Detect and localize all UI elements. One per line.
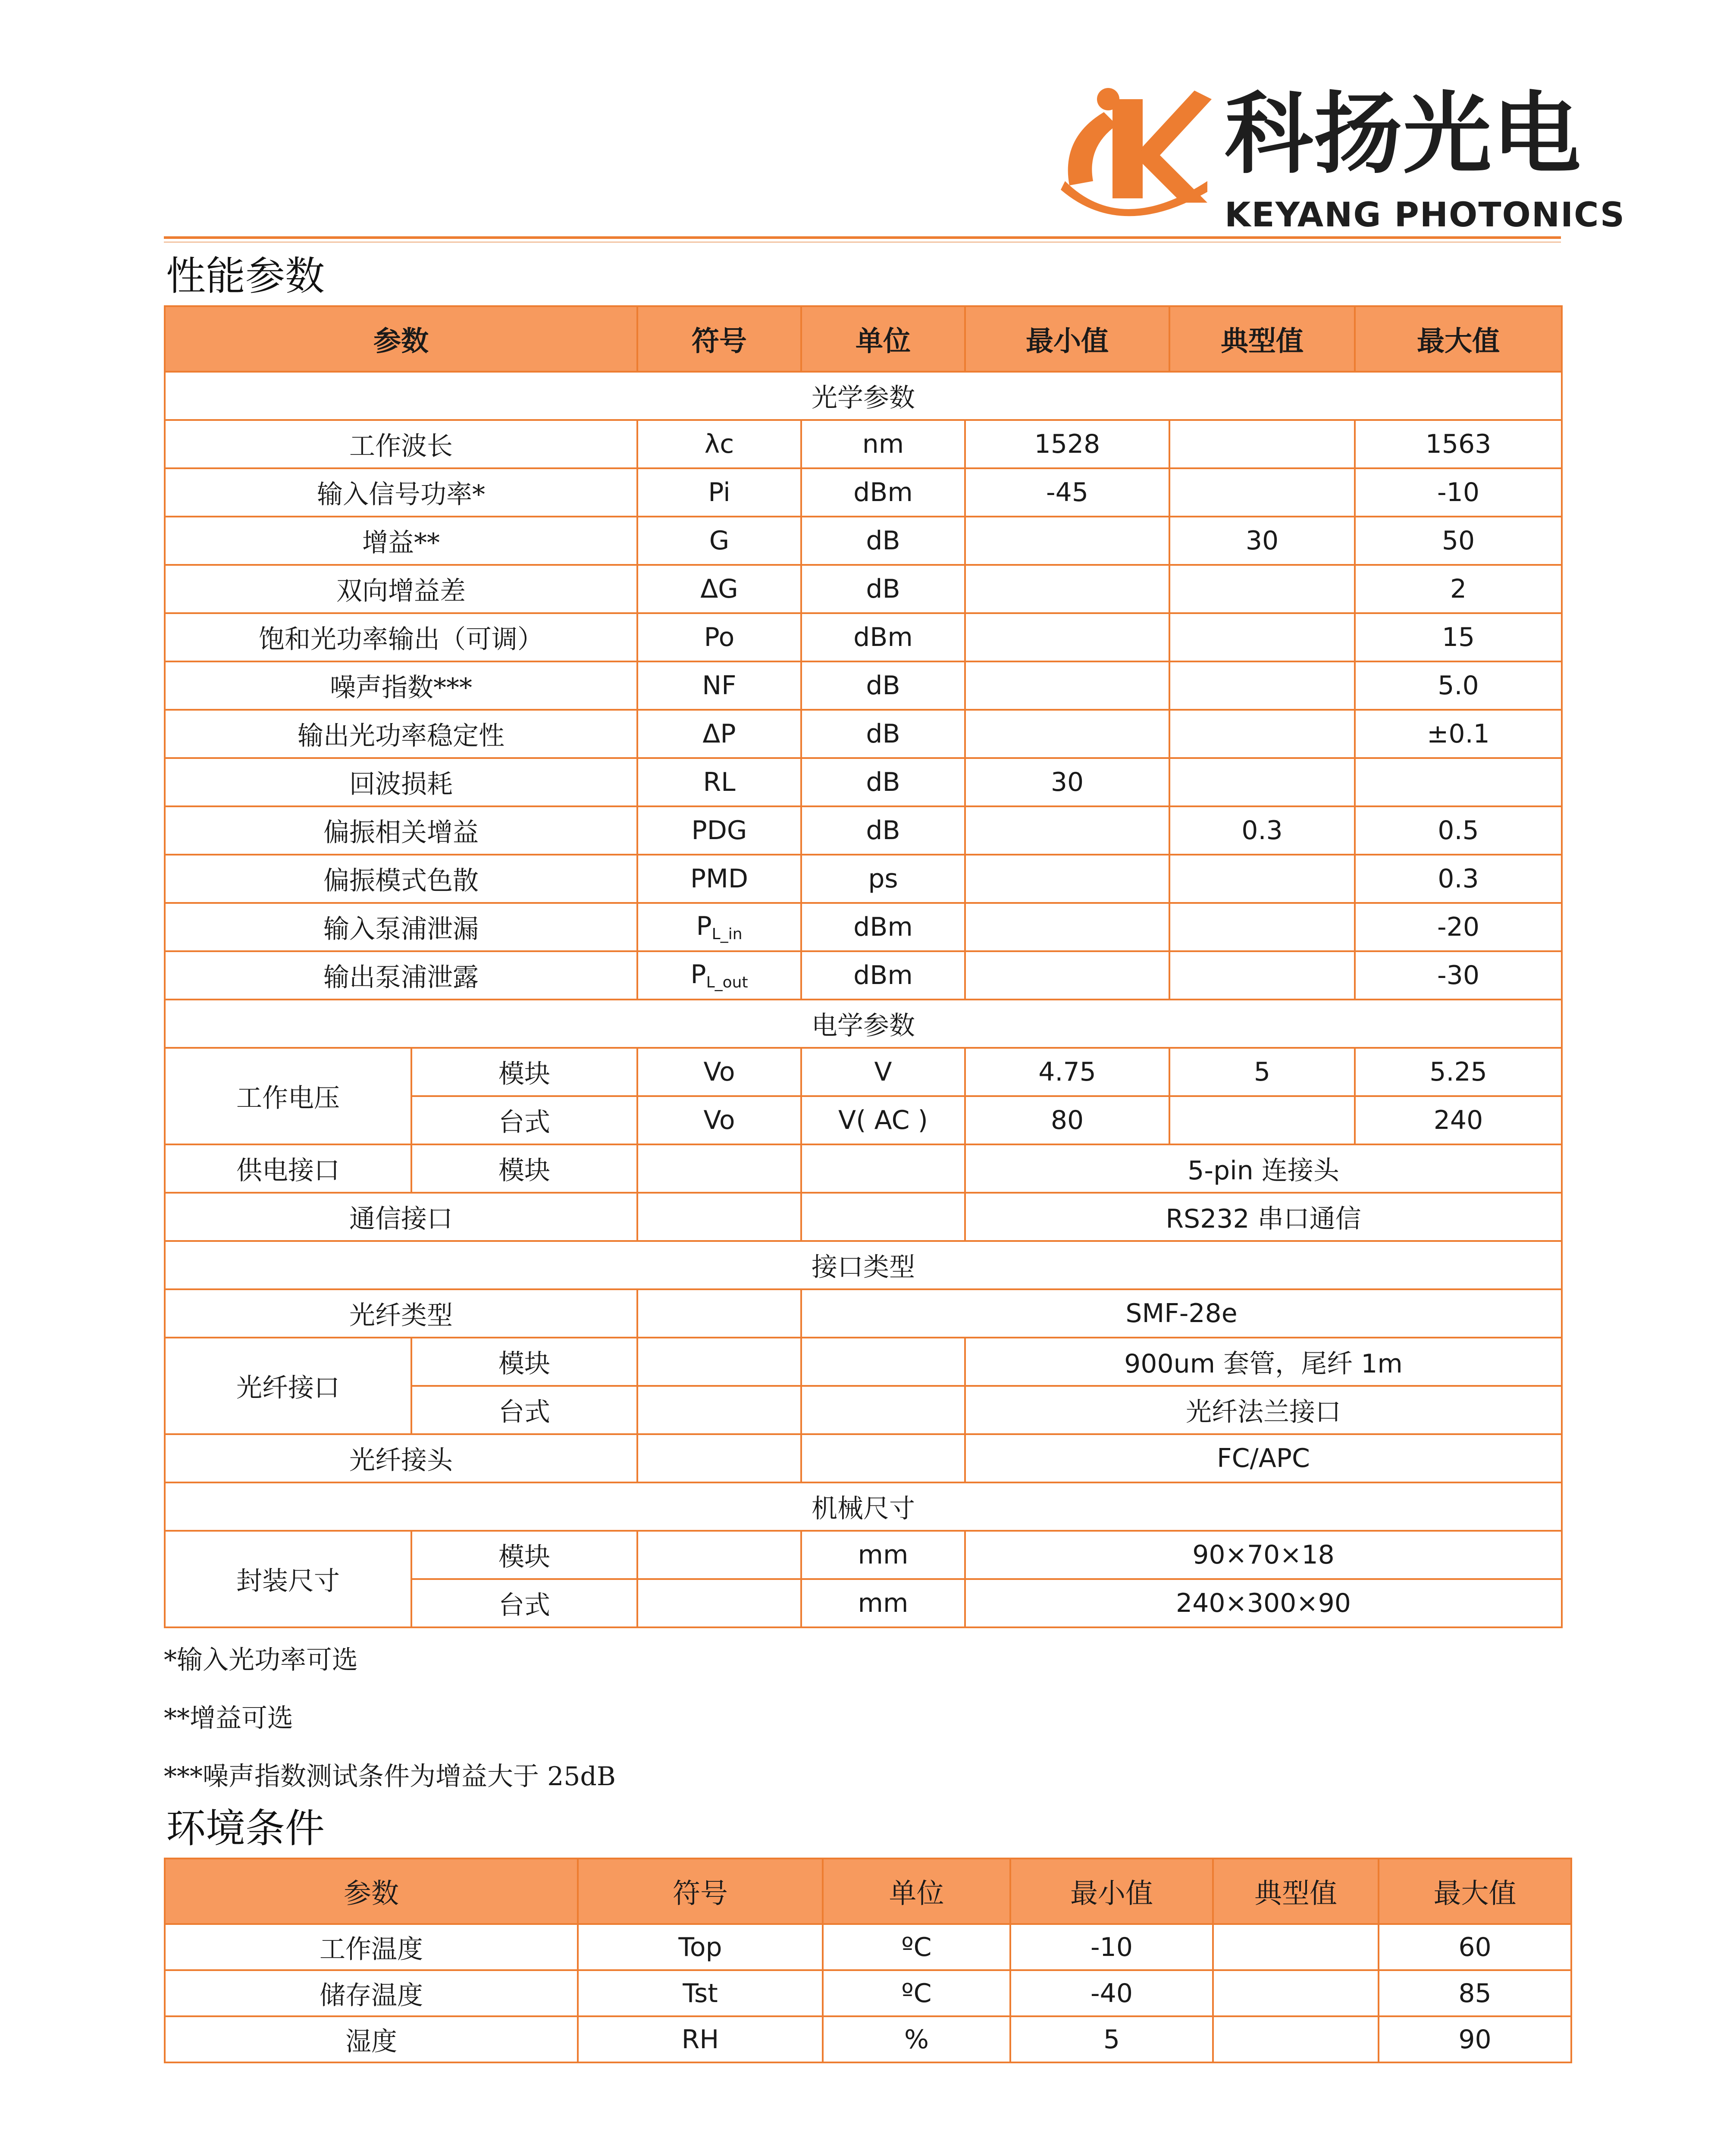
typ-cell	[1169, 710, 1355, 758]
symbol-cell	[637, 1531, 801, 1579]
perf-header-symbol: 符号	[637, 306, 801, 372]
value-cell: 5-pin 连接头	[965, 1144, 1562, 1193]
perf-header-param: 参数	[165, 306, 637, 372]
symbol-base: P	[696, 911, 712, 941]
table-row	[165, 1338, 1562, 1386]
table-row	[165, 565, 1562, 613]
unit-cell: dB	[801, 565, 965, 613]
max-cell: 1563	[1355, 420, 1562, 468]
max-cell: 2	[1355, 565, 1562, 613]
typ-cell: 30	[1169, 517, 1355, 565]
env-title: 环境条件	[166, 1805, 325, 1852]
header-rule-shadow	[164, 241, 1561, 243]
min-cell: -45	[965, 468, 1169, 517]
typ-cell	[1169, 903, 1355, 951]
table-row	[165, 420, 1562, 468]
max-cell: 5.25	[1355, 1048, 1562, 1096]
type-cell: 模块	[411, 1144, 637, 1193]
table-row	[165, 710, 1562, 758]
env-header-param: 参数	[165, 1858, 578, 1924]
table-row	[165, 1924, 1571, 1970]
max-cell: 5.0	[1355, 661, 1562, 710]
typ-cell	[1213, 2016, 1379, 2062]
symbol-cell	[637, 1193, 801, 1241]
symbol-cell	[637, 1386, 801, 1434]
connector-label: 光纤接头	[165, 1434, 637, 1482]
typ-cell	[1169, 855, 1355, 903]
param-cell: 工作温度	[165, 1924, 578, 1970]
unit-cell: dB	[801, 517, 965, 565]
optical-rows	[165, 420, 1562, 903]
table-row	[165, 855, 1562, 903]
max-cell: 0.5	[1355, 806, 1562, 855]
min-cell	[965, 806, 1169, 855]
section-optical: 光学参数	[165, 372, 1562, 420]
min-cell	[965, 951, 1169, 1000]
min-cell	[965, 517, 1169, 565]
symbol-cell: Vo	[637, 1048, 801, 1096]
table-row	[165, 1434, 1562, 1482]
type-cell: 台式	[411, 1579, 637, 1627]
unit-cell: dB	[801, 661, 965, 710]
symbol-cell: Top	[578, 1924, 823, 1970]
unit-cell	[801, 1193, 965, 1241]
param-cell: 输出泵浦泄露	[165, 951, 637, 1000]
param-cell: 偏振相关增益	[165, 806, 637, 855]
table-row	[165, 661, 1562, 710]
unit-cell: dBm	[801, 951, 965, 1000]
fiber-type-label: 光纤类型	[165, 1289, 637, 1338]
symbol-cell: λc	[637, 420, 801, 468]
value-cell: RS232 串口通信	[965, 1193, 1562, 1241]
perf-header-row	[165, 306, 1562, 372]
note-gain: **增益可选	[164, 1703, 293, 1733]
symbol-cell: Tst	[578, 1970, 823, 2016]
typ-cell: 5	[1169, 1048, 1355, 1096]
symbol-base: P	[690, 959, 706, 990]
typ-cell	[1169, 1096, 1355, 1144]
unit-cell: V	[801, 1048, 965, 1096]
unit-cell: nm	[801, 420, 965, 468]
keyang-logo-mark-icon	[1052, 73, 1216, 229]
unit-cell: mm	[801, 1531, 965, 1579]
perf-header-unit: 单位	[801, 306, 965, 372]
param-cell: 噪声指数***	[165, 661, 637, 710]
typ-cell: 0.3	[1169, 806, 1355, 855]
typ-cell	[1213, 1970, 1379, 2016]
company-logo	[1052, 73, 1625, 235]
min-cell	[965, 565, 1169, 613]
type-cell: 台式	[411, 1386, 637, 1434]
table-row	[165, 1193, 1562, 1241]
typ-cell	[1169, 661, 1355, 710]
env-rows	[165, 1924, 1571, 2062]
env-table	[164, 1858, 1572, 2063]
min-cell: 30	[965, 758, 1169, 806]
section-mechanical: 机械尺寸	[165, 1482, 1562, 1531]
type-cell: 模块	[411, 1048, 637, 1096]
value-cell: 90×70×18	[965, 1531, 1562, 1579]
symbol-cell: PMD	[637, 855, 801, 903]
symbol-cell	[637, 1289, 801, 1338]
symbol-cell	[637, 1579, 801, 1627]
type-cell: 台式	[411, 1096, 637, 1144]
param-cell: 双向增益差	[165, 565, 637, 613]
logo-english-name: KEYANG PHOTONICS	[1225, 196, 1625, 235]
env-header-row	[165, 1858, 1571, 1924]
min-cell	[965, 855, 1169, 903]
table-row	[165, 1289, 1562, 1338]
symbol-cell	[637, 903, 801, 951]
unit-cell: ºC	[823, 1924, 1010, 1970]
min-cell	[965, 613, 1169, 661]
perf-header-typ: 典型值	[1169, 306, 1355, 372]
max-cell: -20	[1355, 903, 1562, 951]
perf-header-max: 最大值	[1355, 306, 1562, 372]
note-noise-figure: ***噪声指数测试条件为增益大于 25dB	[164, 1761, 616, 1792]
value-cell: SMF-28e	[801, 1289, 1562, 1338]
max-cell: 15	[1355, 613, 1562, 661]
unit-cell: dBm	[801, 613, 965, 661]
env-header-symbol: 符号	[578, 1858, 823, 1924]
unit-cell	[801, 1434, 965, 1482]
typ-cell	[1169, 420, 1355, 468]
param-cell: 输入泵浦泄漏	[165, 903, 637, 951]
param-cell: 工作波长	[165, 420, 637, 468]
unit-cell	[801, 1338, 965, 1386]
max-cell: 50	[1355, 517, 1562, 565]
package-size-label: 封装尺寸	[165, 1531, 411, 1627]
unit-cell	[801, 1144, 965, 1193]
typ-cell	[1169, 613, 1355, 661]
param-cell: 储存温度	[165, 1970, 578, 2016]
max-cell: ±0.1	[1355, 710, 1562, 758]
min-cell: 5	[1010, 2016, 1213, 2062]
unit-cell: V( AC )	[801, 1096, 965, 1144]
section-electrical: 电学参数	[165, 1000, 1562, 1048]
max-cell	[1355, 758, 1562, 806]
unit-cell: ºC	[823, 1970, 1010, 2016]
unit-cell: dBm	[801, 468, 965, 517]
unit-cell: dBm	[801, 903, 965, 951]
param-cell: 输入信号功率*	[165, 468, 637, 517]
unit-cell: ps	[801, 855, 965, 903]
symbol-cell	[637, 1144, 801, 1193]
table-row	[165, 613, 1562, 661]
table-row	[165, 806, 1562, 855]
symbol-cell: Po	[637, 613, 801, 661]
perf-title: 性能参数	[166, 253, 325, 299]
max-cell: -30	[1355, 951, 1562, 1000]
typ-cell	[1169, 468, 1355, 517]
symbol-cell: RH	[578, 2016, 823, 2062]
symbol-cell: G	[637, 517, 801, 565]
symbol-cell: PDG	[637, 806, 801, 855]
perf-header-min: 最小值	[965, 306, 1169, 372]
env-header-min: 最小值	[1010, 1858, 1213, 1924]
min-cell: 80	[965, 1096, 1169, 1144]
symbol-cell: Vo	[637, 1096, 801, 1144]
max-cell: 90	[1379, 2016, 1571, 2062]
min-cell: -40	[1010, 1970, 1213, 2016]
param-cell: 回波损耗	[165, 758, 637, 806]
min-cell: -10	[1010, 1924, 1213, 1970]
max-cell: 0.3	[1355, 855, 1562, 903]
symbol-cell	[637, 1338, 801, 1386]
symbol-cell: Pi	[637, 468, 801, 517]
table-row	[165, 1048, 1562, 1096]
symbol-sub: L_in	[711, 925, 743, 943]
min-cell: 4.75	[965, 1048, 1169, 1096]
voltage-label: 工作电压	[165, 1048, 411, 1144]
param-cell: 偏振模式色散	[165, 855, 637, 903]
type-cell: 模块	[411, 1338, 637, 1386]
env-header-unit: 单位	[823, 1858, 1010, 1924]
table-row	[165, 903, 1562, 951]
symbol-cell: ΔP	[637, 710, 801, 758]
power-port-label: 供电接口	[165, 1144, 411, 1193]
typ-cell	[1213, 1924, 1379, 1970]
unit-cell: dB	[801, 806, 965, 855]
param-cell: 输出光功率稳定性	[165, 710, 637, 758]
table-row	[165, 1144, 1562, 1193]
fiber-port-label: 光纤接口	[165, 1338, 411, 1434]
unit-cell: dB	[801, 710, 965, 758]
value-cell: 光纤法兰接口	[965, 1386, 1562, 1434]
param-cell: 饱和光功率输出（可调）	[165, 613, 637, 661]
env-header-typ: 典型值	[1213, 1858, 1379, 1924]
header-rule	[164, 236, 1561, 239]
table-row	[165, 951, 1562, 1000]
symbol-cell: ΔG	[637, 565, 801, 613]
unit-cell: %	[823, 2016, 1010, 2062]
perf-table	[164, 305, 1563, 1628]
symbol-cell	[637, 1434, 801, 1482]
symbol-cell	[637, 951, 801, 1000]
param-cell: 增益**	[165, 517, 637, 565]
table-row	[165, 2016, 1571, 2062]
param-cell: 湿度	[165, 2016, 578, 2062]
symbol-cell: NF	[637, 661, 801, 710]
table-row	[165, 758, 1562, 806]
value-cell: 240×300×90	[965, 1579, 1562, 1627]
table-row	[165, 1531, 1562, 1579]
typ-cell	[1169, 758, 1355, 806]
symbol-sub: L_out	[706, 974, 748, 991]
symbol-cell: RL	[637, 758, 801, 806]
logo-chinese-name: 科扬光电	[1225, 83, 1582, 186]
typ-cell	[1169, 951, 1355, 1000]
value-cell: FC/APC	[965, 1434, 1562, 1482]
unit-cell	[801, 1386, 965, 1434]
table-row	[165, 517, 1562, 565]
note-input-power: *输入光功率可选	[164, 1645, 358, 1675]
typ-cell	[1169, 565, 1355, 613]
section-interface: 接口类型	[165, 1241, 1562, 1289]
value-cell: 900um 套管，尾纤 1m	[965, 1338, 1562, 1386]
comm-port-label: 通信接口	[165, 1193, 637, 1241]
min-cell: 1528	[965, 420, 1169, 468]
max-cell: 60	[1379, 1924, 1571, 1970]
min-cell	[965, 710, 1169, 758]
table-row	[165, 468, 1562, 517]
max-cell: -10	[1355, 468, 1562, 517]
table-row	[165, 1970, 1571, 2016]
type-cell: 模块	[411, 1531, 637, 1579]
unit-cell: mm	[801, 1579, 965, 1627]
env-header-max: 最大值	[1379, 1858, 1571, 1924]
min-cell	[965, 661, 1169, 710]
unit-cell: dB	[801, 758, 965, 806]
min-cell	[965, 903, 1169, 951]
max-cell: 85	[1379, 1970, 1571, 2016]
max-cell: 240	[1355, 1096, 1562, 1144]
